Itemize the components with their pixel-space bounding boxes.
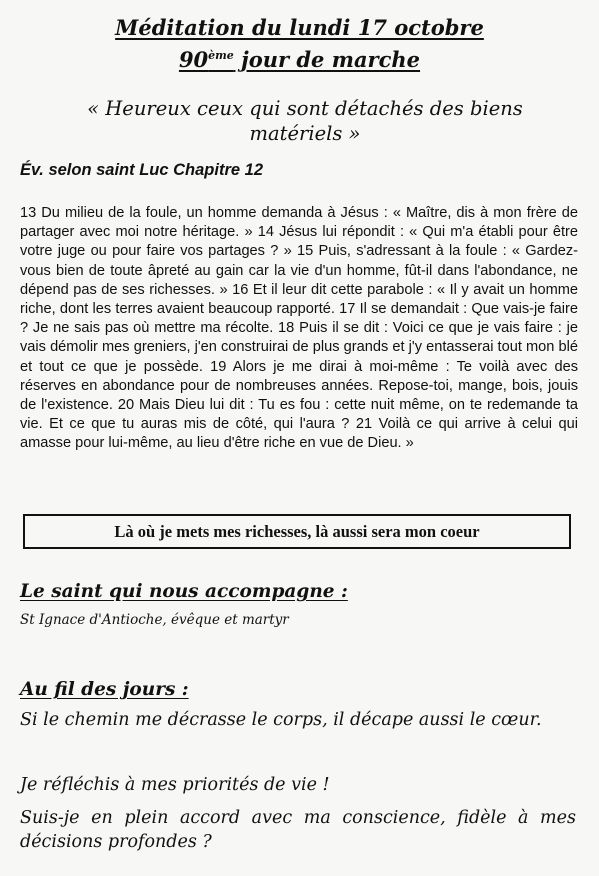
boxed-phrase (23, 514, 571, 549)
days-line-1: Si le chemin me décrasse le corps, il décape aussi le cœur. (20, 710, 542, 730)
gospel-reference: Év. selon saint Luc Chapitre 12 (20, 161, 263, 179)
day-number: 90 (178, 47, 209, 72)
gospel-text: 13 Du milieu de la foule, un homme demanda à Jésus : « Maître, dis à mon frère de partager avec moi notre héritage. » 14 Jésus lui répondit : « Qui m'a établi pour être votre juge ou pour faire vos partages ? » 15 Puis, s'adressant à la foule : « Gardez-vous bien de toute âpreté au gain car la vie d'un homme, fût-il dans l'abondance, ne dépend pas de ses richesses. » 16 Et il leur dit cette parabole : « Il y avait un homme riche, dont les terres avaient beaucoup rapporté. 17 Il se demandait : Que vais-je faire ? Je ne sais pas où mettre ma récolte. 18 Puis il se dit : Voici ce que je vais faire : je vais démolir mes greniers, j'en construirai de plus grands et j'y entasserai tout mon blé et tout ce que je possède. 19 Alors je me dirai à moi-même : Te voilà avec des réserves en abondance pour de nombreuses années. Repose-toi, mange, bois, jouis de l'existence. 20 Mais Dieu lui dit : Tu es fou : cette nuit même, on te redemande ta vie. Et ce que tu auras mis de côté, qui l'aura ? 21 Voilà ce qui arrive à celui qui amasse pour lui-même, au lieu d'être riche en vue de Dieu. » (20, 205, 578, 452)
page-subtitle (0, 47, 599, 72)
days-line-3: Suis-je en plein accord avec ma conscience, fidèle à mes décisions profondes ? (20, 808, 576, 852)
saint-heading: Le saint qui nous accompagne : (20, 581, 348, 602)
days-heading: Au fil des jours : (20, 679, 189, 700)
days-line-2: Je réfléchis à mes priorités de vie ! (20, 775, 330, 795)
page-title: Méditation du lundi 17 octobre (115, 15, 484, 40)
theme-quote: « Heureux ceux qui sont détachés des biens matériels » (87, 97, 523, 145)
boxed-phrase-text: Là où je mets mes richesses, là aussi sera mon coeur (114, 521, 480, 541)
day-suffix: ème (208, 49, 234, 62)
day-label: jour de marche (233, 47, 421, 72)
saint-name: St Ignace d'Antioche, évêque et martyr (20, 612, 289, 628)
